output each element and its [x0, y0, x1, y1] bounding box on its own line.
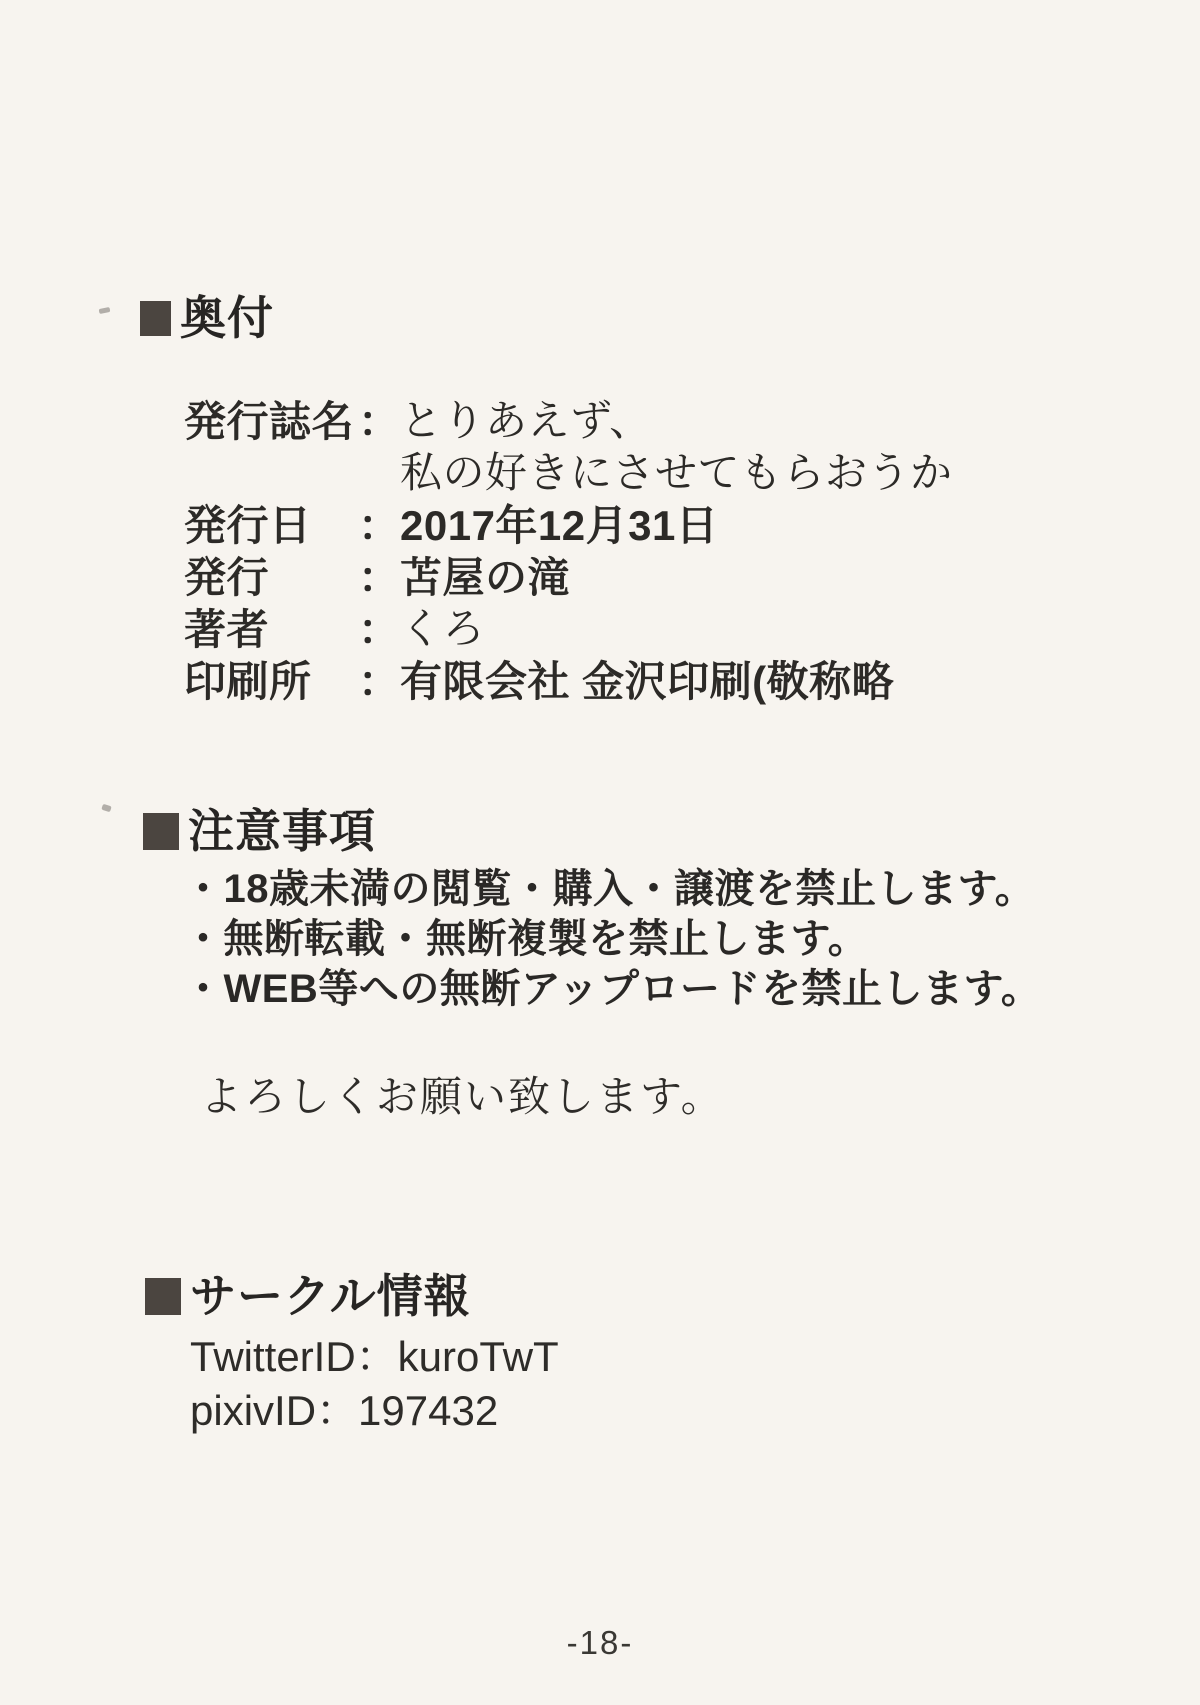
okuzuke-section-heading	[140, 292, 274, 344]
notes-item-no-upload: ・WEB等への無断アップロードを禁止します。	[183, 967, 1042, 1011]
row-colon: ：	[358, 398, 401, 445]
row-label: 発行誌名	[184, 398, 355, 445]
row-colon: ：	[358, 554, 401, 601]
row-colon: ：	[358, 502, 401, 549]
row-value-title-line1: とりあえず、	[400, 399, 652, 445]
row-label: 印刷所	[184, 658, 312, 705]
colophon-row-printer	[184, 656, 953, 708]
square-marker-icon	[145, 1278, 181, 1315]
colophon-row-title	[184, 396, 953, 448]
twitter-id-line: TwitterID：kuroTwT	[190, 1333, 559, 1380]
row-value-printer: 有限会社 金沢印刷(敬称略	[400, 658, 895, 705]
colophon-row-author	[184, 604, 953, 656]
colophon-row-date	[184, 500, 953, 552]
circle-section-heading	[145, 1270, 471, 1322]
colophon-rows	[184, 396, 953, 708]
circle-info	[190, 1330, 559, 1438]
row-colon: ：	[358, 658, 401, 705]
scan-artifact	[101, 804, 111, 812]
notes-heading-label: 注意事項	[188, 805, 376, 857]
page-number: -18-	[566, 1624, 634, 1661]
circle-heading-label: サークル情報	[190, 1270, 471, 1322]
notes-list	[183, 864, 1041, 1014]
pixiv-id-line: pixivID：197432	[190, 1387, 499, 1434]
notes-item-no-reproduction: ・無断転載・無断複製を禁止します。	[183, 917, 869, 961]
row-value-publisher: 苫屋の滝	[400, 554, 571, 601]
row-label: 発行日	[184, 502, 312, 549]
row-label: 著者	[184, 606, 270, 653]
colophon-row-publisher	[184, 552, 953, 604]
row-value-author: くろ	[400, 607, 486, 653]
row-colon: ：	[358, 606, 401, 653]
row-value-date: 2017年12月31日	[400, 502, 719, 549]
notes-closing-text: よろしくお願い致します。	[200, 1075, 725, 1121]
okuzuke-heading-label: 奥付	[180, 292, 274, 344]
notes-item-age-restriction: ・18歳未満の閲覧・購入・譲渡を禁止します。	[183, 867, 1036, 911]
row-label: 発行	[184, 554, 270, 601]
row-value-title-line2: 私の好きにさせてもらおうか	[400, 451, 953, 497]
scan-artifact	[99, 307, 111, 314]
notes-section-heading	[143, 805, 376, 857]
square-marker-icon	[143, 813, 179, 850]
square-marker-icon	[140, 301, 171, 336]
